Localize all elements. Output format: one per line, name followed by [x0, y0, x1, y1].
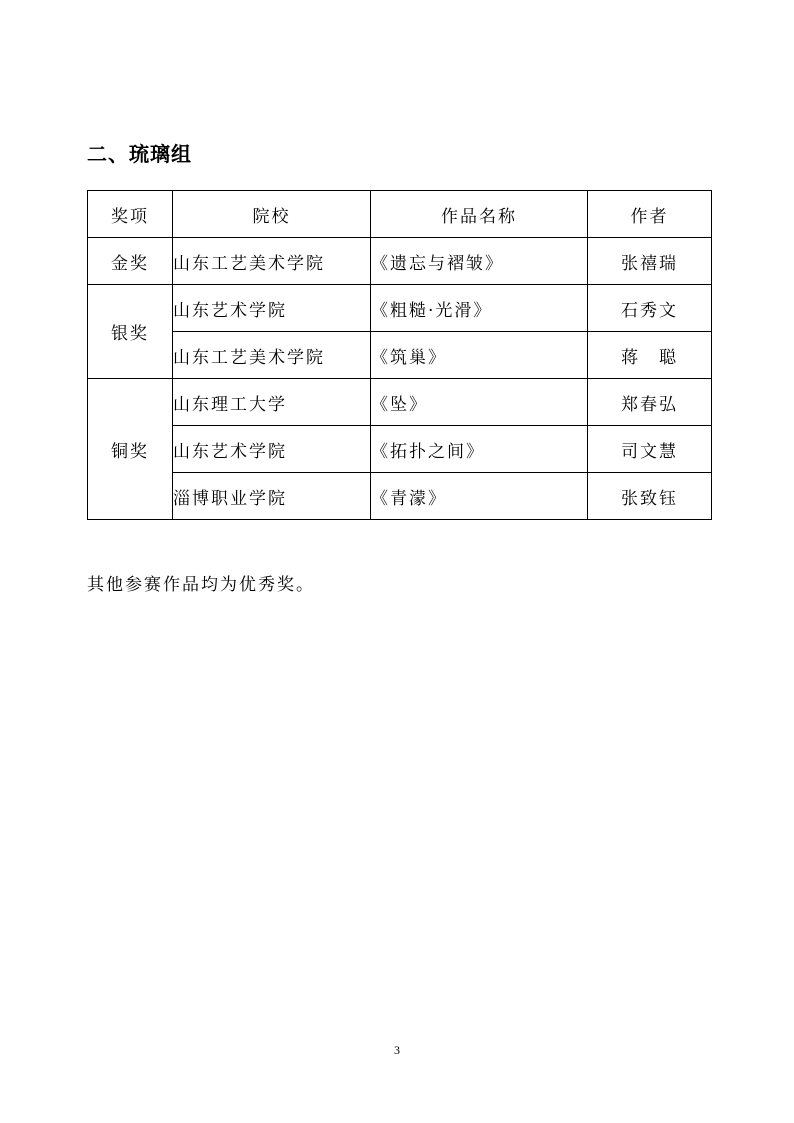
work-title-cell: 《坠》: [371, 379, 588, 426]
page-number: 3: [394, 1043, 400, 1057]
table-row: [88, 473, 712, 520]
school-cell: 山东理工大学: [173, 379, 371, 426]
author-cell: 石秀文: [588, 285, 712, 332]
author-cell: 蒋 聪: [588, 332, 712, 379]
award-bronze-cell: 铜奖: [88, 379, 173, 520]
work-title-cell: 《粗糙·光滑》: [371, 285, 588, 332]
award-gold-cell: 金奖: [88, 238, 173, 285]
note-text: 其他参赛作品均为优秀奖。: [87, 575, 315, 595]
header-award: 奖项: [88, 191, 173, 238]
school-cell: 山东工艺美术学院: [173, 332, 371, 379]
author-cell: 张致钰: [588, 473, 712, 520]
work-title-cell: 《青濛》: [371, 473, 588, 520]
school-cell: 山东艺术学院: [173, 285, 371, 332]
work-title-cell: 《筑巢》: [371, 332, 588, 379]
school-cell: 淄博职业学院: [173, 473, 371, 520]
school-cell: 山东艺术学院: [173, 426, 371, 473]
table-row: [88, 285, 712, 332]
header-work-title: 作品名称: [371, 191, 588, 238]
awards-table: [87, 190, 712, 520]
header-school: 院校: [173, 191, 371, 238]
header-author: 作者: [588, 191, 712, 238]
author-cell: 郑春弘: [588, 379, 712, 426]
table-row: [88, 332, 712, 379]
table-row: [88, 426, 712, 473]
work-title-cell: 《拓扑之间》: [371, 426, 588, 473]
table-header-row: [88, 191, 712, 238]
author-cell: 司文慧: [588, 426, 712, 473]
table-row: [88, 238, 712, 285]
school-cell: 山东工艺美术学院: [173, 238, 371, 285]
table-row: [88, 379, 712, 426]
award-silver-cell: 银奖: [88, 285, 173, 379]
author-cell: 张禧瑞: [588, 238, 712, 285]
work-title-cell: 《遗忘与褶皱》: [371, 238, 588, 285]
section-title: 二、琉璃组: [87, 142, 192, 166]
